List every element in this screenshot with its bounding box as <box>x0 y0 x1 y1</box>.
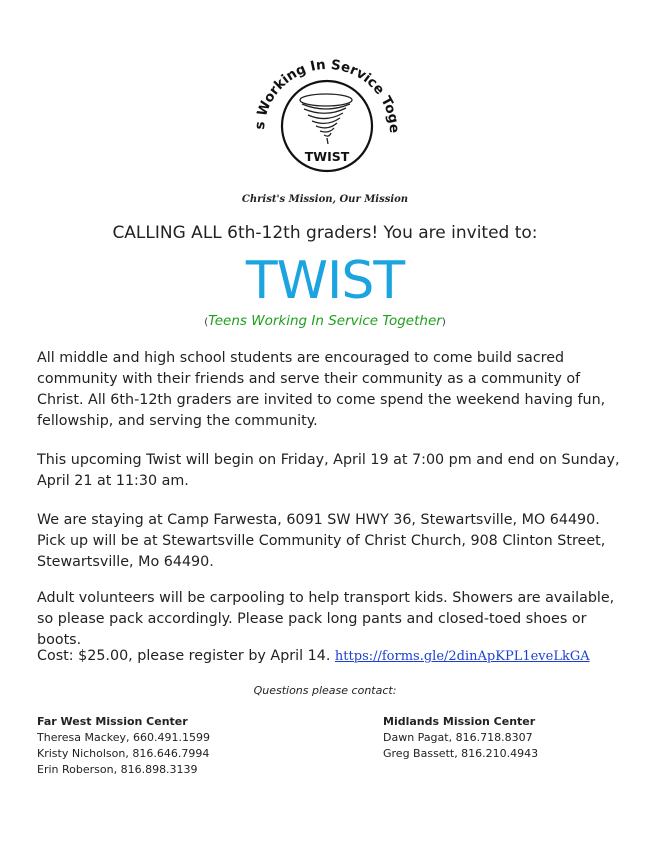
logo-center-text: TWIST <box>304 149 350 164</box>
contact-heading: Midlands Mission Center <box>383 715 536 728</box>
subtitle-close-paren: ) <box>441 317 446 328</box>
subtitle-open-paren: ( <box>204 317 209 328</box>
acronym-subtitle <box>0 313 650 329</box>
logo-graphic <box>242 44 412 194</box>
packing-paragraph: Adult volunteers will be carpooling to help transport kids. Showers are available, so please pack accordingly. Please pack long pants and closed-toed shoes or boots. <box>37 590 615 648</box>
tagline: Christ's Mission, Our Mission <box>241 194 409 205</box>
twist-logo <box>242 44 412 194</box>
questions-heading: Questions please contact: <box>253 684 397 697</box>
contact-line: Theresa Mackey, 660.491.1599 <box>37 731 210 744</box>
intro-paragraph: All middle and high school students are encouraged to come build sacred community with their friends and serve their community as a community of Christ. All 6th-12th graders are invited to come spend the weekend having fun, fellowship, and serving the community. <box>37 350 606 429</box>
calling-heading: CALLING ALL 6th-12th graders! You are invited to: <box>112 223 538 243</box>
location-paragraph: We are staying at Camp Farwesta, 6091 SW HWY 36, Stewartsville, MO 64490. Pick up will be at Stewartsville Community of Christ Church, 908 Clinton Street, Stewartsville, Mo 64490. <box>37 512 606 570</box>
logo-ring-text: s Working In Service Toge <box>251 56 403 134</box>
contact-line: Kristy Nicholson, 816.646.7994 <box>37 747 210 760</box>
contact-line: Erin Roberson, 816.898.3139 <box>37 763 198 776</box>
contact-line: Greg Bassett, 816.210.4943 <box>383 747 539 760</box>
event-title: TWIST <box>245 251 405 311</box>
cost-text: Cost: $25.00, please register by April 14. <box>37 648 335 664</box>
far-west-contacts <box>37 714 210 778</box>
midlands-contacts <box>383 714 538 762</box>
registration-link[interactable]: https://forms.gle/2dinApKPL1eveLkGA <box>334 649 590 664</box>
contact-heading: Far West Mission Center <box>37 715 188 728</box>
schedule-paragraph: This upcoming Twist will begin on Friday, April 19 at 7:00 pm and end on Sunday, April 21 at 11:30 am. <box>37 452 620 489</box>
acronym-text: Teens Working In Service Together <box>208 313 442 329</box>
cost-paragraph <box>37 646 627 667</box>
contact-line: Dawn Pagat, 816.718.8307 <box>383 731 533 744</box>
